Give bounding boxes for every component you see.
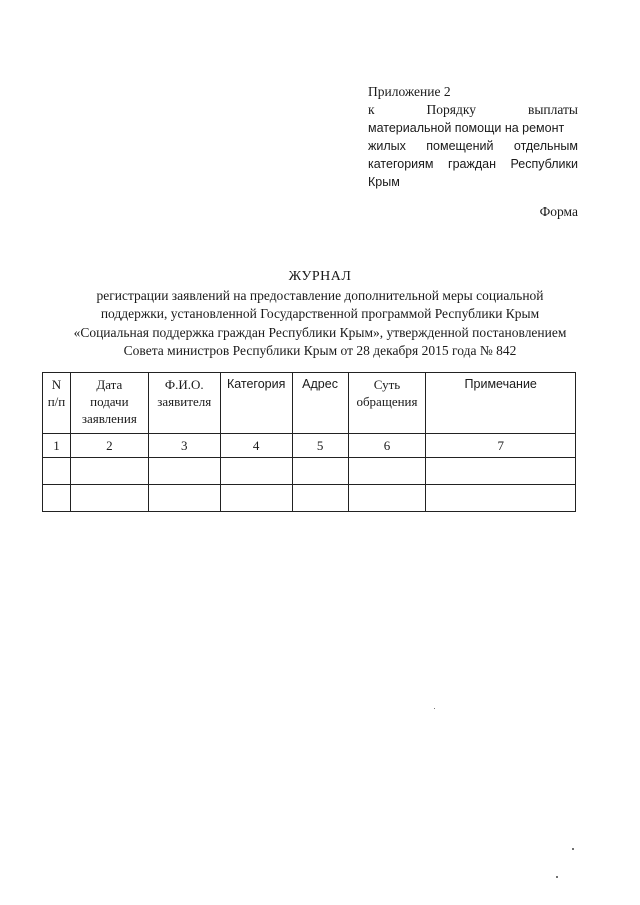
form-label: Форма — [539, 204, 578, 219]
table-cell — [220, 458, 292, 485]
appendix-line-4 — [368, 137, 578, 155]
appendix-word: к — [368, 102, 375, 117]
table-cell — [292, 485, 348, 512]
column-number: 7 — [426, 434, 576, 458]
journal-subtitle-line: «Социальная поддержка граждан Республики Крым», утвержденной постановлением — [73, 324, 567, 340]
table-cell — [43, 485, 71, 512]
table-cell — [292, 458, 348, 485]
column-number: 6 — [348, 434, 426, 458]
appendix-word: помещений — [426, 139, 494, 153]
header-text: заявителя — [157, 394, 212, 409]
table-cell — [43, 458, 71, 485]
header-text: Категория — [226, 377, 286, 391]
table-cell — [148, 458, 220, 485]
appendix-word: отдельным — [513, 139, 578, 153]
journal-subtitle-line: регистрации заявлений на предоставление дополнительной меры социальной — [96, 287, 544, 303]
journal-heading — [40, 268, 600, 361]
table-cell — [220, 485, 292, 512]
appendix-word: Порядку — [426, 102, 476, 117]
appendix-title: Приложение 2 — [368, 84, 451, 99]
column-number: 4 — [220, 434, 292, 458]
column-number: 2 — [70, 434, 148, 458]
appendix-word: жилых — [368, 139, 406, 153]
appendix-block — [368, 83, 578, 191]
table-header-row — [43, 373, 576, 434]
header-text: Примечание — [464, 377, 537, 391]
header-cell-note — [426, 373, 576, 434]
scan-speck — [572, 848, 574, 850]
table-cell — [348, 458, 426, 485]
appendix-word: выплаты — [527, 102, 578, 117]
table-cell — [348, 485, 426, 512]
appendix-line-3: материальной помощи на ремонт — [368, 121, 565, 135]
scan-speck — [556, 876, 558, 878]
journal-table — [42, 372, 576, 512]
header-cell-address — [292, 373, 348, 434]
table-number-row — [43, 434, 576, 458]
journal-subtitle-line: поддержки, установленной Государственной программой Республики Крым — [100, 306, 540, 321]
header-text: п/п — [47, 394, 66, 409]
header-text: обращения — [356, 394, 418, 409]
header-cell-name — [148, 373, 220, 434]
column-number: 1 — [43, 434, 71, 458]
journal-title: ЖУРНАЛ — [288, 269, 352, 284]
header-text: заявления — [81, 411, 137, 426]
appendix-line-6: Крым — [368, 175, 400, 189]
header-text: Адрес — [302, 377, 338, 391]
header-text: Ф.И.О. — [164, 377, 204, 392]
appendix-word: граждан — [448, 157, 496, 171]
appendix-word: категориям — [368, 157, 434, 171]
column-number: 3 — [148, 434, 220, 458]
table-row — [43, 485, 576, 512]
journal-subtitle-line: Совета министров Республики Крым от 28 декабря 2015 года № 842 — [123, 343, 517, 358]
header-cell-category — [220, 373, 292, 434]
header-cell-number — [43, 373, 71, 434]
header-cell-essence — [348, 373, 426, 434]
appendix-line-5 — [368, 155, 578, 173]
header-text: подачи — [90, 394, 129, 409]
table-cell — [148, 485, 220, 512]
table-cell — [70, 458, 148, 485]
column-number: 5 — [292, 434, 348, 458]
table-cell — [426, 458, 576, 485]
header-text: Суть — [373, 377, 401, 392]
header-text: N — [51, 377, 62, 392]
table-cell — [426, 485, 576, 512]
appendix-line-2 — [368, 101, 578, 119]
appendix-word: Республики — [510, 157, 578, 171]
table-row — [43, 458, 576, 485]
scan-speck — [434, 708, 435, 709]
header-cell-date — [70, 373, 148, 434]
header-text: Дата — [96, 377, 123, 392]
table-cell — [70, 485, 148, 512]
